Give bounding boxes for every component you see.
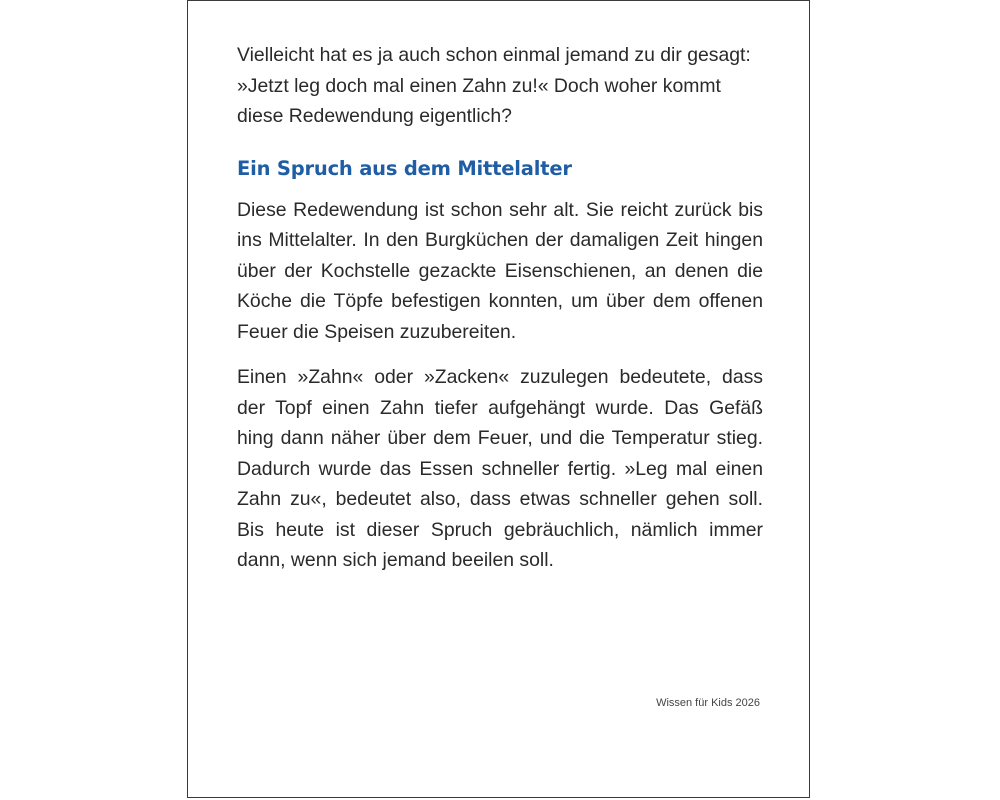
page-content (237, 40, 763, 576)
document-page (187, 0, 810, 798)
page-footer: Wissen für Kids 2026 (656, 697, 760, 709)
section-heading: Ein Spruch aus dem Mittelalter (237, 156, 572, 180)
intro-paragraph: Vielleicht hat es ja auch schon einmal jemand zu dir gesagt: »Jetzt leg doch mal einen Zahn zu!« Doch woher kommt diese Redewendung eigentlich? (237, 44, 751, 127)
body-paragraph-1: Diese Redewendung ist schon sehr alt. Sie reicht zurück bis ins Mittelalter. In den Burgküchen der damaligen Zeit hingen über der Kochstelle gezackte Eisenschienen, an denen die Köche die Töpfe befestigen konnten, um über dem offenen Feuer die Speisen zuzubereiten. (237, 198, 763, 343)
body-paragraph-2: Einen »Zahn« oder »Zacken« zuzulegen bedeutete, dass der Topf einen Zahn tiefer aufgehängt wurde. Das Gefäß hing dann näher über dem Feuer, und die Temperatur stieg. Dadurch wurde das Essen schneller fertig. »Leg mal einen Zahn zu«, bedeutet also, dass etwas schneller gehen soll. Bis heute ist dieser Spruch gebräuchlich, nämlich immer dann, wenn sich jemand beeilen soll. (237, 366, 763, 571)
